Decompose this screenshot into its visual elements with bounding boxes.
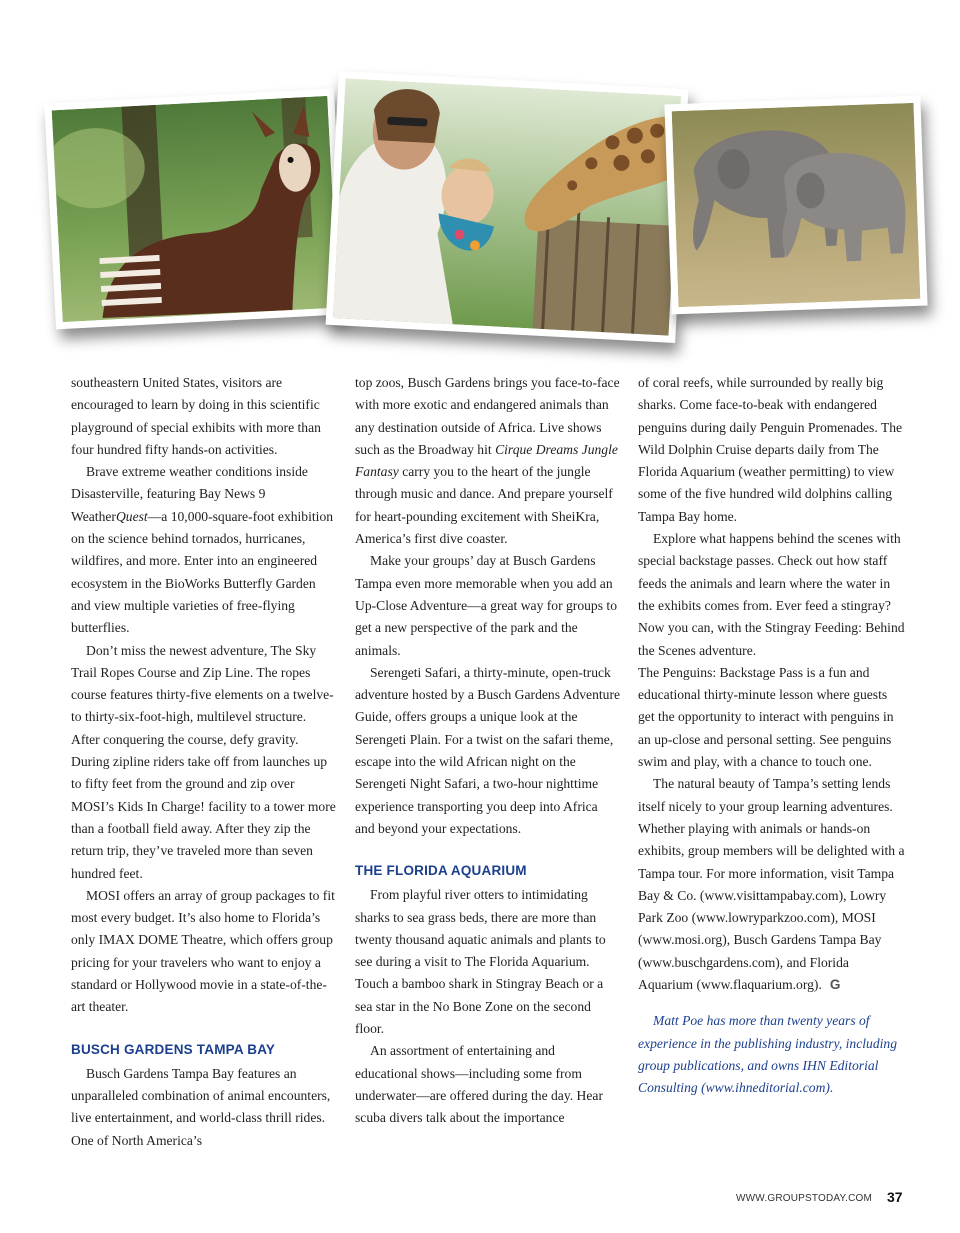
paragraph: Explore what happens behind the scenes with special backstage passes. Check out how staff feeds the animals and learn where the water in the exhibits comes from. Ever feed a stingray? Now you can, with the Stingray Feeding: Behind the Scenes adventure. [638,531,905,658]
page-number: 37 [887,1189,903,1205]
paragraph: Don’t miss the newest adventure, The Sky Trail Ropes Course and Zip Line. The ropes course features thirty-five elements on a twelve- to thirty-six-foot-high, multilevel structure. After conquering the course, defy gravity. During zipline riders take off from launches up to fifty feet from the ground and zip over MOSI’s Kids In Charge! facility to a tower more than a football field away. After they zip the return trip, they’ve traveled more than seven hundred feet. [71,642,336,881]
paragraph: MOSI offers an array of group packages to fit most every budget. It’s also home to Florida’s only IMAX DOME Theatre, which offers group pricing for your travelers who want to enjoy a standard or Hollywood movie in a state-of-the-art theater. [71,887,335,1015]
giraffe-feeding-photo [326,71,689,343]
italic-text: Quest [115,508,148,524]
paragraph: of coral reefs, while surrounded by really big sharks. Come face-to-beak with endangered penguins during daily Penguin Promenades. The Wild Dolphin Cruise departs daily from The Florida Aquarium (weather permitting) to view some of the five hundred wild dolphins calling Tampa Bay home. [638,375,903,524]
elephants-photo [664,96,927,315]
paragraph: Busch Gardens Tampa Bay features an unparalleled combination of animal encounters, live entertainment, and world-class thrill rides. One of North America’s [71,1065,331,1148]
paragraph-text: Brave extreme weather conditions inside Disasterville, featuring Bay News 9 Weather [71,464,308,524]
paragraph: An assortment of entertaining and educational shows—including some from underwater—are offered during the day. Hear scuba divers talk about the importance [355,1043,603,1126]
section-heading-florida-aquarium: THE FLORIDA AQUARIUM [355,863,527,879]
paragraph [355,372,620,550]
paragraph: Serengeti Safari, a thirty-minute, open-truck adventure hosted by a Busch Gardens Adventure Guide, offers groups a unique look at the Serengeti Plain. For a twist on the safari theme, escape into the wild African night on the Serengeti Night Safari, a two-hour nighttime experience transporting you deep into Africa and beyond your expectations. [355,664,621,836]
paragraph-text: top zoos, Busch Gardens brings you face-to-face with more exotic and endangered animals than any destination outside of Africa. Live shows such as the Broadway hit [355,375,620,457]
paragraph [638,773,906,996]
okapi-photo [44,89,345,330]
end-mark-icon: G [829,977,841,993]
paragraph: southeastern United States, visitors are encouraged to learn by doing in this scientific playground of special exhibits with more than four hundred fifty hands-on activities. [71,375,321,457]
paragraph [71,461,336,639]
article-column-3 [638,372,906,1100]
paragraph-text: —a 10,000-square-foot exhibition on the science behind tornados, hurricanes, wildfires, and more. Enter into an engineered ecosystem in the BioWorks Butterfly Garden and view multiple varieties of free-flying butterflies. [71,508,334,636]
paragraph-text: carry you to the heart of the jungle through music and dance. And prepare yourself for heart-pounding excitement with SheiKra, America’s first dive coaster. [355,464,613,547]
article-column-1 [71,372,336,1152]
paragraph: Make your groups’ day at Busch Gardens Tampa even more memorable when you add an Up-Close Adventure—a great way for groups to get a new perspective of the park and the animals. [355,553,617,658]
paragraph: The Penguins: Backstage Pass is a fun and educational thirty-minute lesson where guests get the opportunity to interact with penguins in an up-close and personal setting. See penguins swim and play, with a chance to touch one. [638,664,894,770]
section-heading-busch-gardens: BUSCH GARDENS TAMPA BAY [71,1041,276,1057]
article-column-2 [355,372,620,1130]
paragraph-text: The natural beauty of Tampa’s setting lends itself nicely to your group learning adventures. Whether playing with animals or hands-on exhibits, group members will be delighted with a Tampa tour. For more information, visit Tampa Bay & Co. (www.visittampabay.com), Lowry Park Zoo (www.lowryparkzoo.com), MOSI (www.mosi.org), Busch Gardens Tampa Bay (www.buschgardens.com), and Florida Aquarium (www.flaquarium.org). [638,776,905,993]
italic-text: Cirque Dreams Jungle Fantasy [355,441,618,480]
footer-url: WWW.GROUPSTODAY.COM [736,1193,873,1204]
paragraph: From playful river otters to intimidating sharks to sea grass beds, there are more than twenty thousand aquatic animals and plants to see during a visit to The Florida Aquarium. Touch a bamboo shark in Stingray Beach or a sea star in the No Bone Zone on the second floor. [355,887,606,1037]
author-bio: Matt Poe has more than twenty years of experience in the publishing industry, including group publications, and owns IHN Editorial Consulting (www.ihneditorial.com). [638,1013,897,1096]
